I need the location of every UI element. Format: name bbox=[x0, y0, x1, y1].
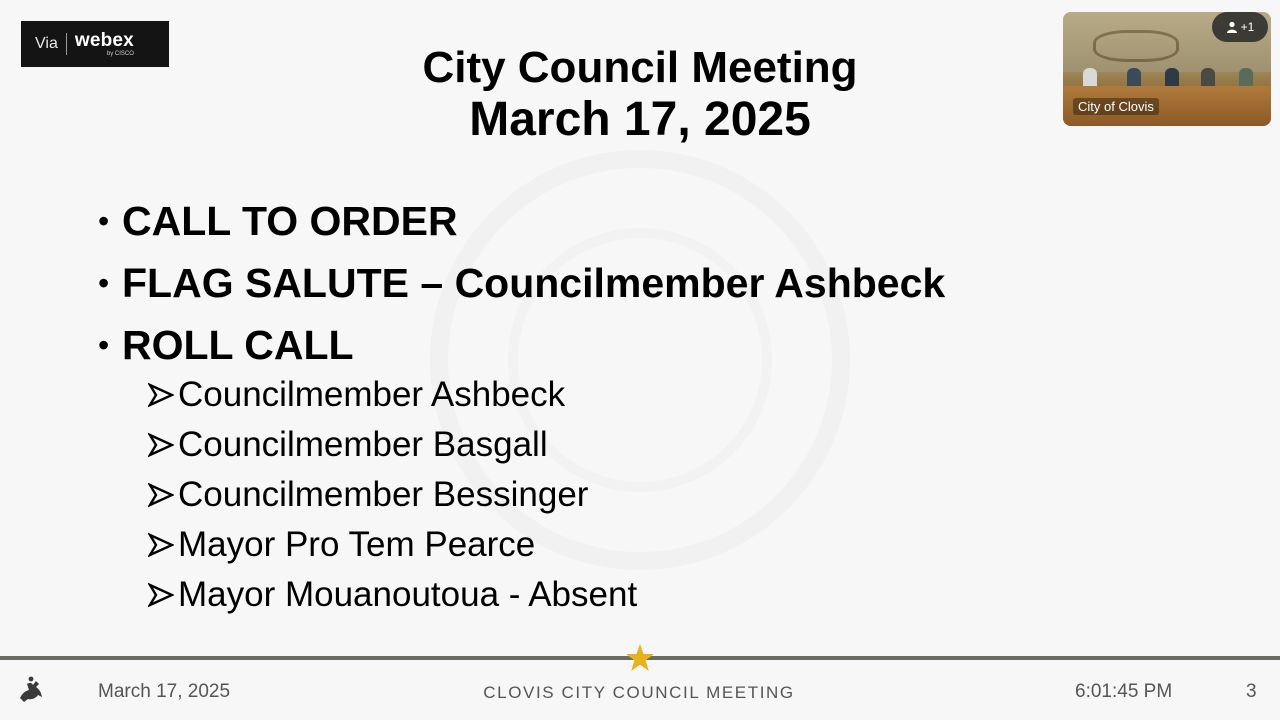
council-member-figure bbox=[1127, 68, 1141, 88]
agenda-item-label: CALL TO ORDER bbox=[122, 197, 458, 244]
roll-call-label: Councilmember Bessinger bbox=[178, 475, 589, 514]
roll-call-item bbox=[148, 420, 637, 470]
agenda-item bbox=[98, 190, 945, 252]
roll-call-label: Councilmember Ashbeck bbox=[178, 375, 566, 414]
agenda-item bbox=[98, 314, 945, 376]
council-member-figure bbox=[1201, 68, 1215, 88]
participants-button[interactable] bbox=[1212, 12, 1268, 42]
participants-count: +1 bbox=[1240, 20, 1255, 34]
agenda-item-label: ROLL CALL bbox=[122, 321, 354, 368]
arrow-bullet-icon bbox=[148, 482, 178, 508]
council-member-figure bbox=[1239, 68, 1253, 88]
slide-title-line1: City Council Meeting bbox=[422, 43, 858, 92]
bullet-icon: • bbox=[98, 202, 110, 239]
agenda-list bbox=[98, 190, 945, 376]
webex-via-label: Via bbox=[35, 35, 58, 52]
arrow-bullet-icon bbox=[148, 532, 178, 558]
roll-call-item bbox=[148, 370, 637, 420]
agenda-item bbox=[98, 252, 945, 314]
webex-sub-label: by CISCO bbox=[106, 51, 134, 57]
slide-page-number: 3 bbox=[1246, 681, 1257, 702]
arrow-bullet-icon bbox=[148, 582, 178, 608]
footer-date: March 17, 2025 bbox=[98, 681, 231, 702]
bullet-icon: • bbox=[98, 326, 110, 363]
roll-call-list bbox=[148, 370, 637, 620]
star-icon bbox=[624, 642, 656, 674]
person-icon bbox=[1226, 21, 1238, 33]
video-label: City of Clovis bbox=[1073, 98, 1159, 115]
slide-title-line2: March 17, 2025 bbox=[469, 93, 811, 146]
roll-call-item bbox=[148, 520, 637, 570]
footer-title: CLOVIS CITY COUNCIL MEETING bbox=[483, 683, 795, 702]
roll-call-label: Councilmember Basgall bbox=[178, 425, 548, 464]
roll-call-label: Mayor Mouanoutoua - Absent bbox=[178, 575, 638, 614]
agenda-item-label: FLAG SALUTE – Councilmember Ashbeck bbox=[122, 259, 946, 306]
footer-time: 6:01:45 PM bbox=[1075, 681, 1173, 702]
chamber-seal bbox=[1093, 30, 1179, 62]
slide-footer bbox=[0, 678, 1280, 708]
roll-call-item bbox=[148, 570, 637, 620]
council-member-figure bbox=[1165, 68, 1179, 88]
bullet-icon: • bbox=[98, 264, 110, 301]
webex-brand-label: webex bbox=[74, 30, 134, 51]
arrow-bullet-icon bbox=[148, 382, 178, 408]
council-member-figure bbox=[1083, 68, 1097, 88]
roll-call-item bbox=[148, 470, 637, 520]
arrow-bullet-icon bbox=[148, 432, 178, 458]
roll-call-label: Mayor Pro Tem Pearce bbox=[178, 525, 536, 564]
